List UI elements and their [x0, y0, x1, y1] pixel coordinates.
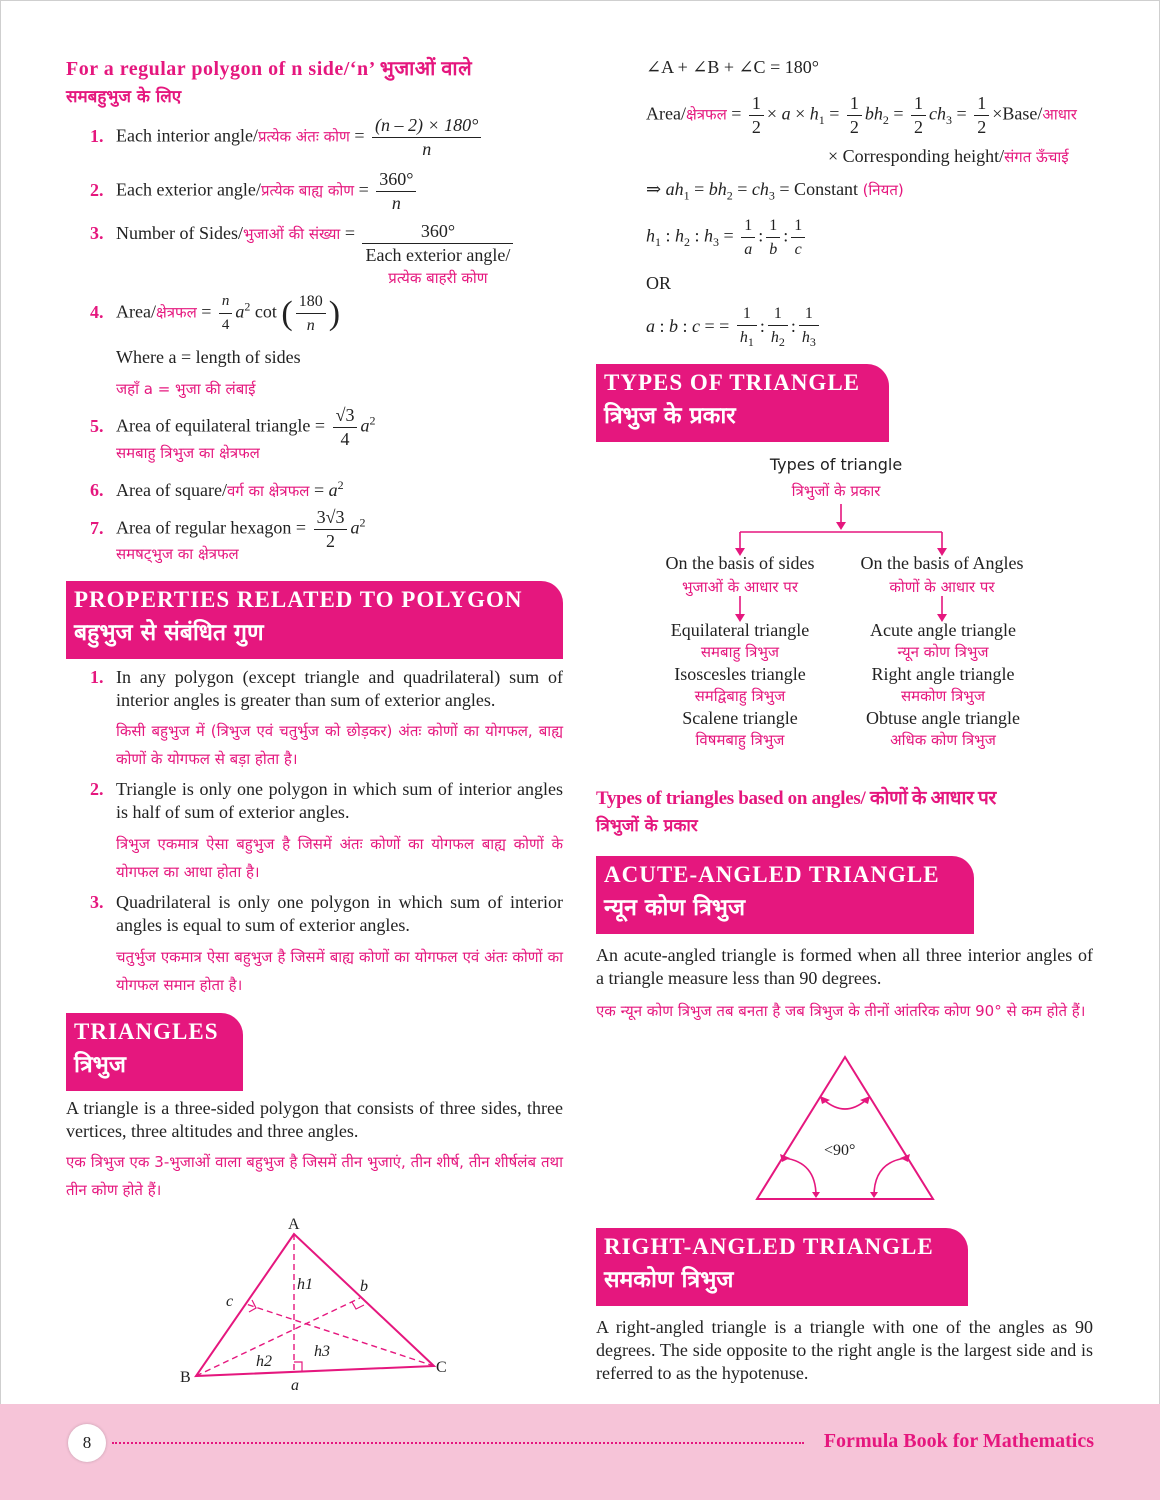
types-heading-line-2: त्रिभुजों के प्रकार: [596, 816, 698, 836]
property-1: 1. In any polygon (except triangle and quadrilateral) sum of interior angles is greater than sum of exterior angles.: [90, 667, 563, 710]
acute-hindi: न्यून कोण त्रिभुज: [897, 643, 989, 661]
vertex-a-label: A: [288, 1216, 300, 1233]
altitude-b: [196, 1298, 360, 1376]
f4-where-hindi: [116, 378, 256, 401]
constant-hindi: (नियत): [862, 181, 904, 199]
f5-hindi: [116, 442, 260, 465]
f2-numerator: 360°: [376, 168, 416, 192]
acute-definition-text: An acute-angled triangle is formed when all three interior angles of a triangle measure less than 90 degrees.: [596, 945, 1093, 988]
f3-numerator: 360°: [362, 220, 513, 244]
f5-hindi-text: समबाहु त्रिभुज का क्षेत्रफल: [116, 444, 260, 462]
f2-denominator: n: [391, 193, 401, 213]
property-3-hindi: [116, 943, 563, 999]
property-2-text: Triangle is only one polygon in which sum of interior angles is half of sum of exterior angles.: [116, 779, 563, 822]
properties-banner-hindi: बहुभुज से संबंधित गुण: [74, 620, 264, 646]
angles-list: [842, 619, 1044, 751]
h3-label: h3: [314, 1343, 330, 1360]
right-banner-title: RIGHT-ANGLED TRIANGLE: [604, 1234, 934, 1259]
h2-label: h2: [256, 1353, 272, 1370]
triangle-definition-hindi-text: एक त्रिभुज एक 3-भुजाओं वाला बहुभुज है जिसमें तीन भुजाएं, तीन शीर्ष, तीन शीर्षलंब तथा तीन कोण होते हैं।: [66, 1153, 563, 1199]
right-angle-mark-a: [294, 1362, 302, 1372]
or-label: OR: [646, 273, 672, 293]
angle-sum: [646, 56, 819, 79]
f2-label: Each exterior angle/: [116, 179, 261, 200]
side-b-label: b: [360, 1278, 368, 1295]
acute-triangle-diagram: [752, 1052, 938, 1204]
footer-book-title: [824, 1430, 1094, 1453]
property-3-text: Quadrilateral is only one polygon in which sum of interior angles is equal to sum of exterior angles.: [116, 892, 563, 935]
or-text: [646, 272, 671, 295]
top-angle-arc: [824, 1100, 866, 1109]
tree-sides-label: On the basis of sides: [665, 553, 815, 573]
tree-angles-node: [842, 552, 1042, 598]
tree-root-hindi: त्रिभुजों के प्रकार: [791, 482, 881, 500]
right-definition-text: A right-angled triangle is a triangle with one of the angles as 90 degrees. The side opposite to the right angle is the largest side and is referred to as the hypotenuse.: [596, 1317, 1093, 1383]
obtuse-label: Obtuse angle triangle: [866, 708, 1020, 728]
f4-label: Area/: [116, 301, 156, 322]
f1-denominator: n: [422, 139, 432, 159]
equilateral-label: Equilateral triangle: [670, 620, 810, 640]
f7-hindi: [116, 543, 239, 566]
footer-dotted-line: [112, 1442, 804, 1444]
tree-sides-node: [640, 552, 840, 598]
acute-definition-hindi: [596, 997, 1093, 1025]
base-label: Base/: [1002, 103, 1043, 124]
triangles-banner: [66, 1013, 243, 1091]
page-number: [68, 1424, 106, 1462]
vertex-b-label: B: [180, 1369, 191, 1386]
f3-label: Number of Sides/: [116, 223, 243, 243]
property-2-hindi: [116, 830, 563, 886]
less-than-90-label: <90°: [824, 1142, 856, 1159]
property-3-hindi-text: चतुर्भुज एकमात्र ऐसा बहुभुज है जिसमें बाह्य कोणों का योगफल एवं अंतः कोणों का योगफल समान होता है।: [116, 948, 563, 994]
acute-banner-title: ACUTE-ANGLED TRIANGLE: [604, 862, 940, 887]
tree-angles-label: On the basis of Angles: [860, 553, 1024, 573]
triangle-definition-text: A triangle is a three-sided polygon that consists of three sides, three vertices, three altitudes and three angles.: [66, 1098, 563, 1141]
isosceles-label: Isoscesles triangle: [674, 664, 806, 684]
area-label: Area/: [646, 103, 686, 124]
left-angle-arc: [784, 1158, 816, 1196]
types-banner-hindi: त्रिभुज के प्रकार: [604, 403, 736, 429]
right-angle-hindi: समकोण त्रिभुज: [901, 687, 985, 705]
f7-label: Area of regular hexagon: [116, 517, 292, 538]
property-2: 2. Triangle is only one polygon in which sum of interior angles is half of sum of exterior angles.: [90, 779, 563, 822]
properties-banner: [66, 581, 563, 659]
f6-hindi: वर्ग का क्षेत्रफल: [226, 482, 310, 500]
page-number-text: 8: [82, 1433, 92, 1452]
base-hindi: आधार: [1042, 105, 1077, 124]
triangle-definition: [66, 1097, 563, 1143]
triangle-altitudes-diagram: [170, 1212, 470, 1397]
f1-numerator: (n – 2) × 180°: [372, 114, 481, 138]
constant-formula: ⇒ $ah_1 = bh_2 = ch_3$ = Constant (नियत): [646, 179, 904, 203]
right-angle-label: Right angle triangle: [871, 664, 1015, 684]
formula-square-area: 6. Area of square/वर्ग का क्षेत्रफल = $a^2$: [90, 478, 344, 500]
constant-label: = Constant: [779, 179, 859, 199]
types-based-on-angles-heading: [596, 785, 1096, 840]
sides-list: [640, 619, 840, 751]
height-ratio: $h_1$ : $h_2$ : $h_3$ = $\frac{1}{a}$ : $\frac{1}{b}$ : $\frac{1}{c}$: [646, 214, 808, 261]
side-a-label: a: [291, 1377, 299, 1394]
h1-label: h1: [297, 1276, 313, 1293]
right-angle-arc: [874, 1158, 906, 1196]
scalene-label: Scalene triangle: [682, 708, 798, 728]
regular-polygon-heading: [66, 56, 563, 111]
area-formula: Area/क्षेत्रफल = $\frac{1}{2}$ × $a \times h_1$ = $\frac{1}{2}$ $bh_2$ = $\frac{1}{2}$ $ch_3$ = $\frac{1}{2}$ ×Base/आधार: [646, 93, 1077, 137]
triangle-definition-hindi: [66, 1148, 563, 1204]
f1-label: Each interior angle/: [116, 125, 258, 146]
formula-interior-angle: 1. Each interior angle/प्रत्येक अंतः कोण = $\frac{(n - 2) \times 180^\circ}{n}$: [90, 114, 484, 161]
equilateral-hindi: समबाहु त्रिभुज: [700, 643, 780, 661]
heading-line-1: For a regular polygon of n side/‘n’ भुजाओं वाले: [66, 58, 473, 80]
altitude-c: [246, 1304, 434, 1366]
acute-label: Acute angle triangle: [870, 620, 1016, 640]
corresponding-height-label: × Corresponding height/: [828, 146, 1005, 166]
area-hindi: क्षेत्रफल: [685, 105, 727, 124]
vertex-c-label: C: [436, 1359, 447, 1376]
f4-where: [116, 346, 301, 369]
acute-banner-hindi: न्यून कोण त्रिभुज: [604, 895, 746, 921]
scalene-hindi: विषमबाहु त्रिभुज: [695, 731, 785, 749]
corresponding-height: [828, 145, 1069, 169]
tree-angles-hindi: कोणों के आधार पर: [889, 578, 995, 596]
property-1-hindi: [116, 717, 563, 773]
book-title-text: Formula Book for Mathematics: [823, 1430, 1094, 1452]
f7-hindi-text: समषट्भुज का क्षेत्रफल: [116, 545, 239, 563]
types-of-triangle-banner: [596, 364, 889, 442]
isosceles-hindi: समद्विबाहु त्रिभुज: [694, 687, 786, 705]
f3-hindi: भुजाओं की संख्या: [242, 225, 341, 243]
right-definition: [596, 1316, 1093, 1385]
triangles-banner-title: TRIANGLES: [74, 1019, 219, 1044]
acute-definition-hindi-text: एक न्यून कोण त्रिभुज तब बनता है जब त्रिभुज के तीनों आंतरिक कोण 90° से कम होते हैं।: [596, 1002, 1086, 1020]
right-angle-mark-b: [352, 1302, 364, 1309]
tree-root-label: Types of triangle: [769, 455, 903, 474]
right-triangle-banner: [596, 1228, 968, 1306]
heading-line-2: समबहुभुज के लिए: [66, 87, 182, 107]
formula-equilateral-area: 5. Area of equilateral triangle = $\frac{√3}{4}$ $a^2$: [90, 405, 376, 449]
f4-hindi: क्षेत्रफल: [155, 303, 197, 322]
acute-definition: [596, 944, 1093, 990]
f3-denominator-hindi: प्रत्येक बाहरी कोण: [388, 269, 488, 287]
types-banner-title: TYPES OF TRIANGLE: [604, 370, 860, 395]
f4-where-hindi-text: जहाँ a = भुजा की लंबाई: [116, 380, 256, 398]
acute-triangle-banner: [596, 856, 974, 934]
property-3: 3. Quadrilateral is only one polygon in which sum of interior angles is equal to sum of exterior angles.: [90, 892, 563, 935]
tree-root: [716, 454, 956, 502]
obtuse-hindi: अधिक कोण त्रिभुज: [890, 731, 996, 749]
properties-banner-title: PROPERTIES RELATED TO POLYGON: [74, 587, 523, 612]
triangles-banner-hindi: त्रिभुज: [74, 1052, 126, 1078]
f1-hindi: प्रत्येक अंतः कोण: [257, 127, 350, 146]
side-ratio: a : b : c = = $\frac{1}{h_1}$ : $\frac{1}{h_2}$ : $\frac{1}{h_3}$: [646, 302, 822, 354]
formula-number-of-sides: 3. Number of Sides/भुजाओं की संख्या = 360° Each exterior angle/ प्रत्येक बाहरी कोण: [90, 222, 516, 290]
types-heading-line-1: Types of triangles based on angles/ कोणों के आधार पर: [596, 788, 996, 809]
formula-hexagon-area: 7. Area of regular hexagon = $\frac{3√3}{2}$ $a^2$: [90, 507, 366, 551]
f4-where-text: Where a = length of sides: [116, 347, 301, 367]
f6-label: Area of square/: [116, 480, 227, 500]
f3-denominator: Each exterior angle/: [365, 245, 511, 265]
angle-sum-text: ∠A + ∠B + ∠C = 180°: [646, 57, 819, 77]
formula-exterior-angle: 2. Each exterior angle/प्रत्येक बाह्य कोण = $\frac{360^\circ}{n}$: [90, 168, 419, 215]
f2-hindi: प्रत्येक बाह्य कोण: [260, 181, 355, 200]
tree-sides-hindi: भुजाओं के आधार पर: [682, 578, 798, 596]
corresponding-height-hindi: संगत ऊँचाई: [1004, 148, 1069, 166]
property-1-text: In any polygon (except triangle and quadrilateral) sum of interior angles is greater than sum of exterior angles.: [116, 667, 563, 710]
right-banner-hindi: समकोण त्रिभुज: [604, 1267, 734, 1293]
property-1-hindi-text: किसी बहुभुज में (त्रिभुज एवं चतुर्भुज को छोड़कर) अंतः कोणों का योगफल, बाह्य कोणों के योगफल से बड़ा होता है।: [116, 722, 563, 768]
f5-label: Area of equilateral triangle: [116, 415, 311, 436]
formula-area: 4. Area/क्षेत्रफल = $\frac{n}{4}$ $a^2$ cot ( $\frac{180}{n}$ ): [90, 290, 340, 337]
acute-triangle-outline: [757, 1057, 933, 1199]
property-2-hindi-text: त्रिभुज एकमात्र ऐसा बहुभुज है जिसमें अंतः कोणों का योगफल बाह्य कोणों के योगफल का आधा होता है।: [116, 835, 563, 881]
side-c-label: c: [226, 1293, 234, 1310]
